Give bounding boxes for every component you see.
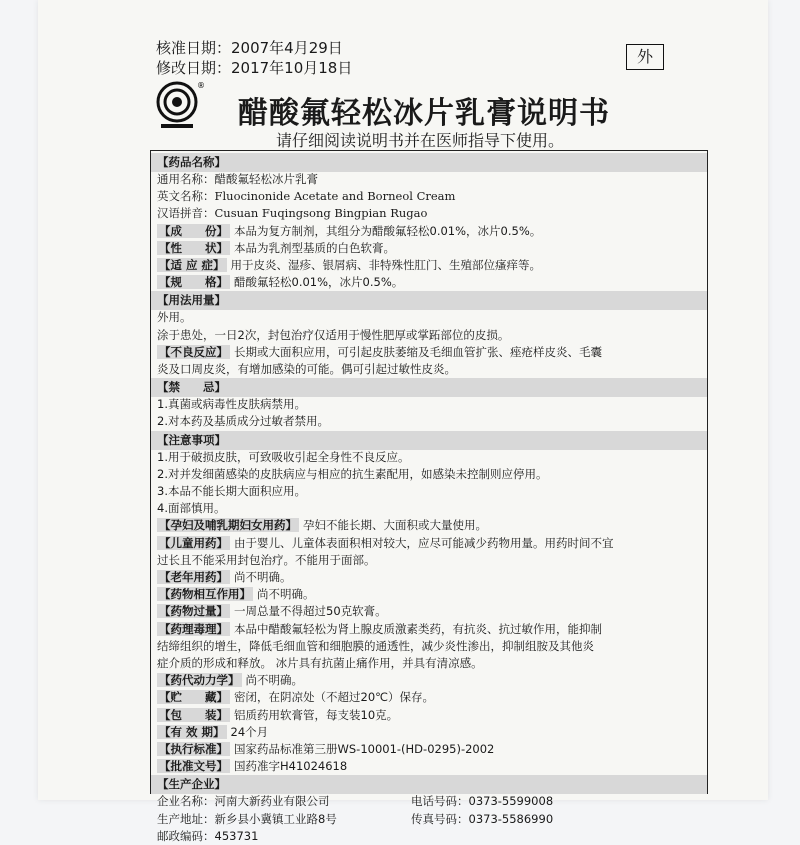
row-approval: 【批准文号】 国药准字H41024618 xyxy=(159,759,348,774)
row-pregnancy: 【孕妇及哺乳期妇女用药】 孕妇不能长期、大面积或大量使用。 xyxy=(159,518,487,533)
section-drug-name: 【药品名称】 xyxy=(151,153,707,172)
drug-pinyin-name: 汉语拼音：Cusuan Fuqingsong Bingpian Rugao xyxy=(157,206,428,221)
row-storage: 【贮 藏】 密闭，在阴凉处（不超过20℃）保存。 xyxy=(159,690,435,705)
precaution-line: 4.面部慎用。 xyxy=(157,501,226,516)
section-manufacturer: 【生产企业】 xyxy=(151,775,707,794)
contra-line: 2.对本药及基质成分过敏者禁用。 xyxy=(157,414,329,429)
row-interaction: 【药物相互作用】 尚不明确。 xyxy=(159,587,315,602)
revise-date: 修改日期：2017年10月18日 xyxy=(156,59,353,77)
external-use-badge: 外 xyxy=(626,44,664,70)
precaution-line: 3.本品不能长期大面积应用。 xyxy=(157,484,306,498)
drug-english-name: 英文名称：Fluocinonide Acetate and Borneol Cream xyxy=(157,189,456,204)
section-contraindications: 【禁 忌】 xyxy=(151,378,707,397)
row-pharmacokinetics: 【药代动力学】 尚不明确。 xyxy=(159,673,303,688)
section-precautions: 【注意事项】 xyxy=(151,431,707,450)
registered-mark: ® xyxy=(197,81,205,90)
row-pediatric: 【儿童用药】 由于婴儿、儿童体表面积相对较大，应尽可能减少药物用量。用药时间不宜 xyxy=(159,535,614,550)
pharmacology-line: 结缔组织的增生，降低毛细血管和细胞膜的通透性，减少炎性渗出，抑制组胺及其他炎 xyxy=(157,638,594,653)
contra-line: 1.真菌或病毒性皮肤病禁用。 xyxy=(157,397,306,412)
approve-date: 核准日期：2007年4月29日 xyxy=(156,39,343,57)
adverse-line: 炎及口周皮炎，有增加感染的可能。偶可引起过敏性皮炎。 xyxy=(157,362,456,376)
manufacturer-address: 生产地址：新乡县小冀镇工业路8号 xyxy=(157,811,337,826)
manufacturer-phone: 电话号码：0373-5599008 xyxy=(411,794,554,809)
row-composition: 【成 份】 本品为复方制剂，其组分为醋酸氟轻松0.01%，冰片0.5%。 xyxy=(159,223,542,238)
manufacturer-name: 企业名称：河南大新药业有限公司 xyxy=(157,794,330,809)
document-title: 醋酸氟轻松冰片乳膏说明书 xyxy=(238,96,610,131)
row-indication: 【适 应 症】 用于皮炎、湿疹、银屑病、非特殊性肛门、生殖部位瘙痒等。 xyxy=(159,258,542,272)
document-subtitle: 请仔细阅读说明书并在医师指导下使用。 xyxy=(276,131,565,150)
row-spec: 【规 格】 醋酸氟轻松0.01%，冰片0.5%。 xyxy=(159,275,404,290)
precaution-line: 2.对并发细菌感染的皮肤病应与相应的抗生素配用，如感染未控制则应停用。 xyxy=(157,466,548,481)
drug-common-name: 通用名称：醋酸氟轻松冰片乳膏 xyxy=(157,172,318,186)
manufacturer-fax: 传真号码：0373-5586990 xyxy=(411,811,554,826)
row-validity: 【有 效 期】 24个月 xyxy=(159,724,269,739)
section-usage: 【用法用量】 xyxy=(151,291,707,310)
row-adverse: 【不良反应】 长期或大面积应用，可引起皮肤萎缩及毛细血管扩张、痤疮样皮炎、毛囊 xyxy=(159,344,602,359)
usage-line: 涂于患处，一日2次，封包治疗仅适用于慢性肥厚或掌跖部位的皮损。 xyxy=(157,327,510,342)
row-overdose: 【药物过量】 一周总量不得超过50克软膏。 xyxy=(159,604,387,619)
row-pharmacology: 【药理毒理】 本品中醋酸氟轻松为肾上腺皮质激素类药，有抗炎、抗过敏作用，能抑制 xyxy=(159,621,602,636)
pediatric-line: 过长且不能采用封包治疗。不能用于面部。 xyxy=(157,552,376,567)
row-character: 【性 状】 本品为乳剂型基质的白色软膏。 xyxy=(159,240,395,255)
row-standard: 【执行标准】 国家药品标准第三册WS-10001-(HD-0295)-2002 xyxy=(159,742,495,756)
pharmacology-line: 症介质的形成和释放。 冰片具有抗菌止痛作用，并具有清凉感。 xyxy=(157,656,483,670)
row-package: 【包 装】 铝质药用软膏管，每支装10克。 xyxy=(159,707,399,722)
lower-layer xyxy=(150,0,708,800)
precaution-line: 1.用于破损皮肤，可致吸收引起全身性不良反应。 xyxy=(157,449,410,464)
manufacturer-postcode: 邮政编码：453731 xyxy=(157,828,259,843)
usage-line: 外用。 xyxy=(157,310,192,325)
row-elderly: 【老年用药】 尚不明确。 xyxy=(159,570,292,584)
